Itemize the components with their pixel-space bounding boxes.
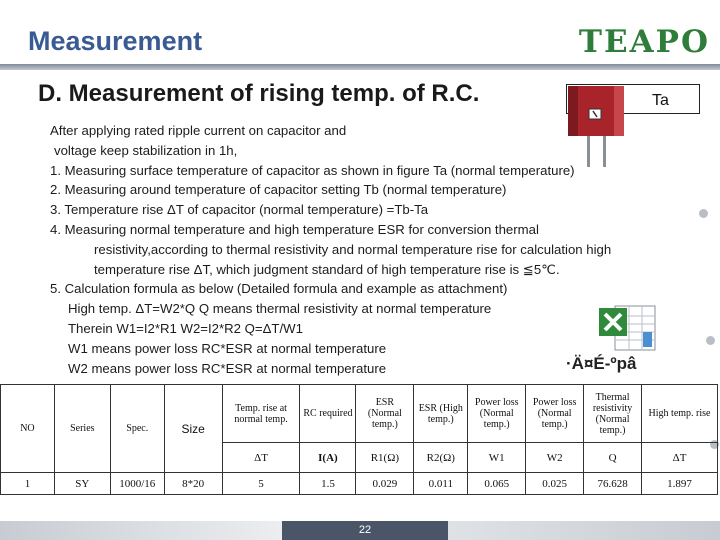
cell-power-loss-2: 0.025 [526,473,584,495]
header-thermal: Thermal resistivity (Normal temp.) [584,385,642,443]
header-esr-normal: ESR (Normal temp.) [356,385,414,443]
symbol-temp-rise: ΔT [222,443,300,473]
cell-spec: 1000/16 [110,473,164,495]
cell-size: 8*20 [164,473,222,495]
symbol-esr-normal: R1(Ω) [356,443,414,473]
text-line: After applying rated ripple current on capacitor and [50,123,347,138]
text-line: 5. Calculation formula as below (Detailed formula and example as attachment) [50,281,508,297]
decorative-dot [699,209,708,218]
header-temp-rise: Temp. rise at normal temp. [222,385,300,443]
cell-esr-normal: 0.029 [356,473,414,495]
table-header-row [1,385,718,443]
symbol-power-loss-1: W1 [468,443,526,473]
attachment-caption: ·Ä¤É-ºpâ [566,354,637,373]
header-spec: Spec. [110,385,164,473]
text-line: W1 means power loss RC*ESR at normal temperature [68,340,387,356]
symbol-rc: I(A) [300,443,356,473]
cell-rc: 1.5 [300,473,356,495]
cell-high-rise: 1.897 [642,473,718,495]
text-line: 3. Temperature rise ΔT of capacitor (normal temperature) =Tb-Ta [50,202,429,218]
header-no: NO [1,385,55,473]
text-line: 4. Measuring normal temperature and high temperature ESR for conversion thermal [50,221,539,237]
cell-esr-high: 0.011 [414,473,468,495]
header-power-loss-1: Power loss (Normal temp.) [468,385,526,443]
cell-power-loss-1: 0.065 [468,473,526,495]
text-line: resistivity,according to thermal resistivity and normal temperature rise for calculation high [94,241,612,257]
table-row [1,473,718,495]
decorative-dot [706,336,715,345]
cell-temp-rise: 5 [222,473,300,495]
header-divider [0,64,720,70]
brand-logo: TEAPO [578,24,710,60]
header-power-loss-2: Power loss (Normal temp.) [526,385,584,443]
header-series: Series [54,385,110,473]
header-rc: RC required [300,385,356,443]
text-line: 2. Measuring around temperature of capacitor setting Tb (normal temperature) [50,182,507,198]
text-line: voltage keep stabilization in 1h, [54,142,238,158]
cell-series: SY [54,473,110,495]
figure-label: Ta [652,92,669,109]
symbol-thermal: Q [584,443,642,473]
cell-no: 1 [1,473,55,495]
text-line: 1. Measuring surface temperature of capacitor as shown in figure Ta (normal temperature) [50,162,575,178]
page-number: 22 [358,524,372,536]
excel-file-icon[interactable] [597,302,661,352]
text-line: W2 means power loss RC*ESR at normal temperature [68,360,387,376]
header-high-rise: High temp. rise [642,385,718,443]
header-size: Size [164,385,222,473]
section-subtitle: D. Measurement of rising temp. of R.C. [38,80,480,107]
symbol-high-rise: ΔT [642,443,718,473]
page-title: Measurement [28,26,203,56]
text-line: Therein W1=I2*R1 W2=I2*R2 Q=ΔT/W1 [68,320,303,336]
symbol-esr-high: R2(Ω) [414,443,468,473]
measurement-table [0,384,718,495]
cell-thermal: 76.628 [584,473,642,495]
symbol-power-loss-2: W2 [526,443,584,473]
text-line: High temp. ΔT=W2*Q Q means thermal resistivity at normal temperature [68,301,492,317]
text-line: temperature rise ΔT, which judgment standard of high temperature rise is ≦5℃. [94,261,560,277]
header-esr-high: ESR (High temp.) [414,385,468,443]
